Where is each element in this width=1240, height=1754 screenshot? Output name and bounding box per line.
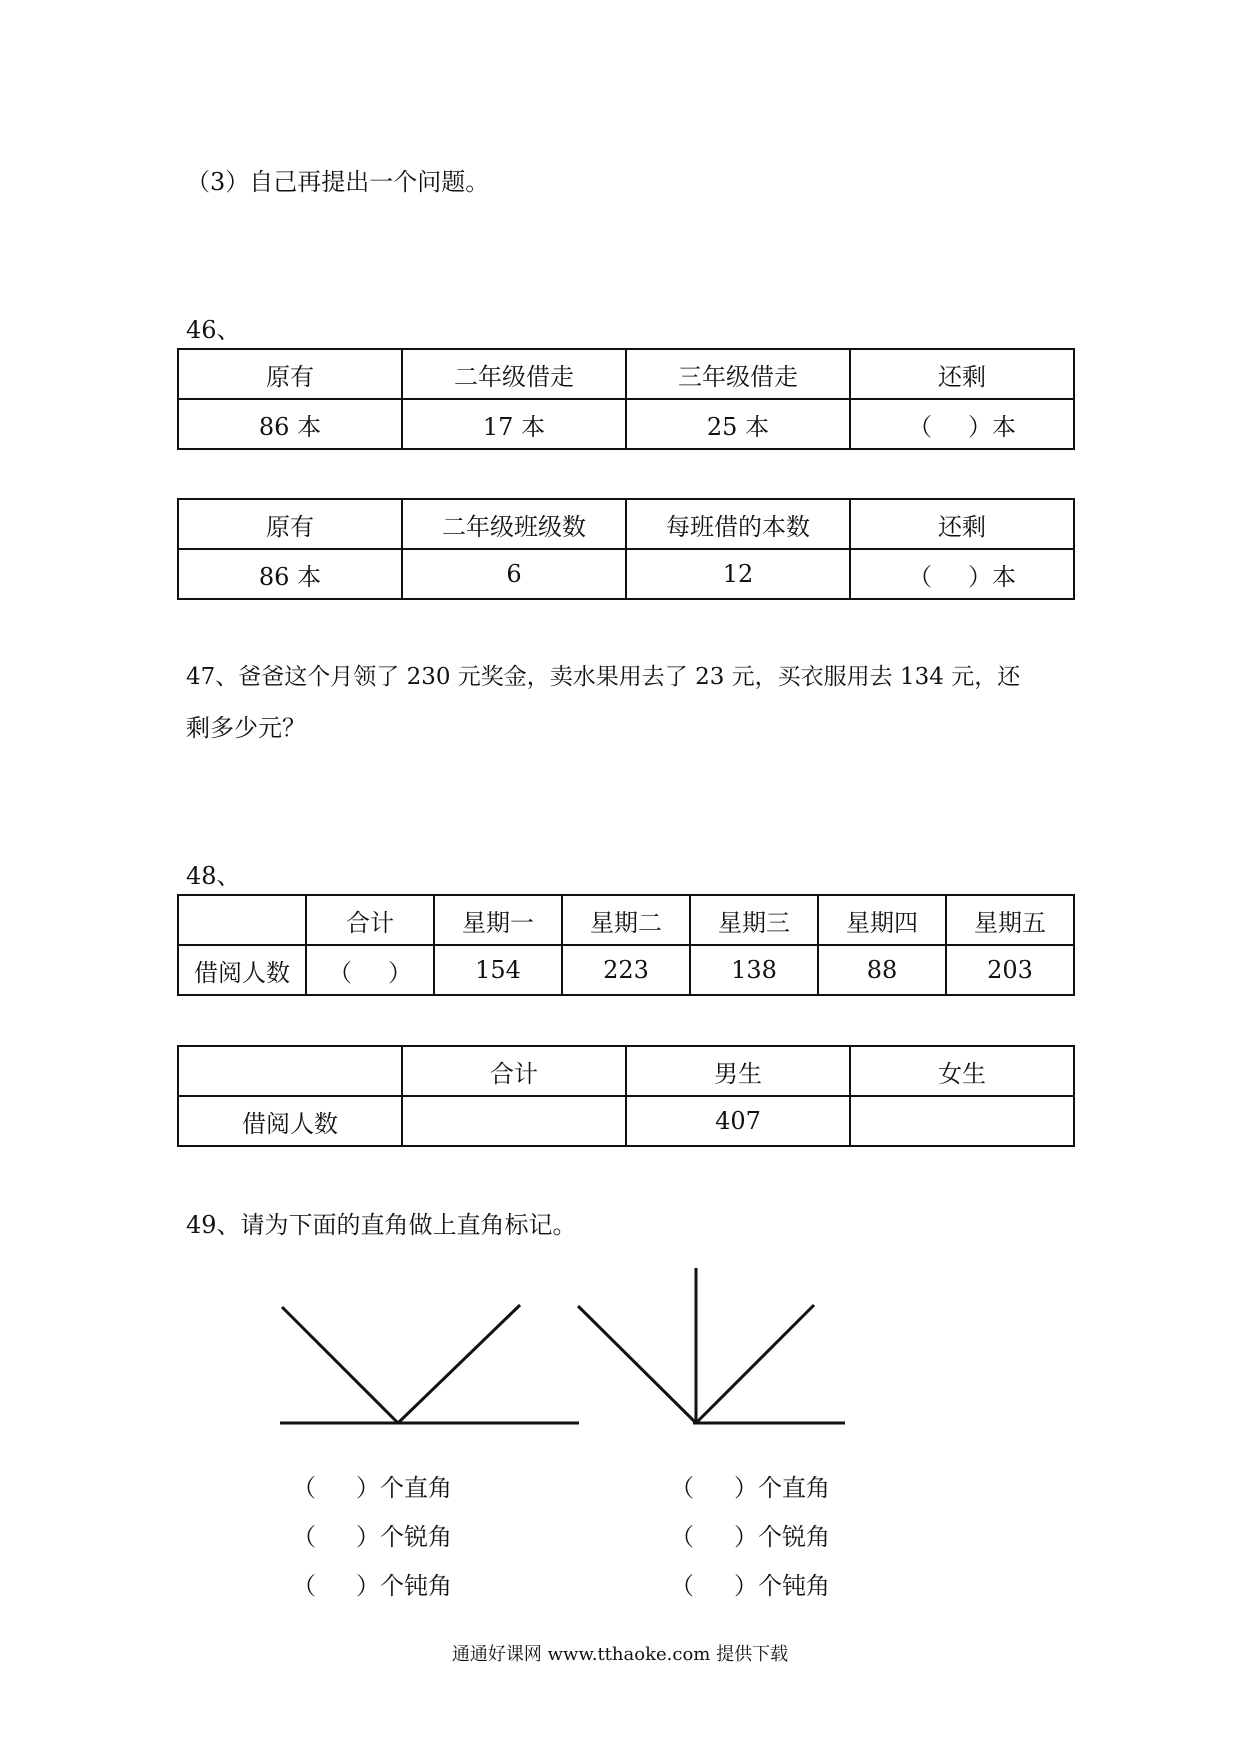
- header-cell: 还剩: [850, 499, 1074, 549]
- answer-label: ）个直角: [356, 1474, 452, 1502]
- paren-open: （: [292, 1523, 316, 1551]
- q48-table-2: [177, 1045, 1075, 1147]
- table-cell: 86 本: [178, 399, 402, 449]
- answer-label: ）个锐角: [356, 1523, 452, 1551]
- angle-figures: [0, 1240, 1240, 1440]
- table-cell: 12: [626, 549, 850, 599]
- table-cell: 25 本: [626, 399, 850, 449]
- paren-close-unit: ）本: [968, 562, 1016, 591]
- table-header-row: [178, 349, 1074, 399]
- right-acute-angle-answer[interactable]: [670, 1517, 830, 1552]
- table-cell: 86 本: [178, 549, 402, 599]
- table-cell: 407: [626, 1096, 850, 1146]
- header-cell: 三年级借走: [626, 349, 850, 399]
- header-cell: 星期三: [690, 895, 818, 945]
- header-cell: 原有: [178, 349, 402, 399]
- answer-blank-cell[interactable]: [306, 945, 434, 995]
- table-header-row: [178, 499, 1074, 549]
- answer-label: ）个直角: [734, 1474, 830, 1502]
- q49-text: 49、请为下面的直角做上直角标记。: [186, 1211, 577, 1239]
- q47-line-1: 47、爸爸这个月领了 230 元奖金，卖水果用去了 23 元，买衣服用去 134 元，还: [186, 664, 1021, 690]
- answer-label: ）个钝角: [356, 1572, 452, 1600]
- header-cell: 男生: [626, 1046, 850, 1096]
- header-cell: 星期一: [434, 895, 562, 945]
- table-cell: 223: [562, 945, 690, 995]
- paren-open: （: [908, 412, 932, 441]
- ray-right-1: [578, 1306, 696, 1423]
- header-cell: 原有: [178, 499, 402, 549]
- table-row: [178, 1096, 1074, 1146]
- paren-close-unit: ）本: [968, 412, 1016, 441]
- ray-left-2: [398, 1305, 520, 1423]
- answer-blank-cell[interactable]: [850, 1096, 1074, 1146]
- answer-blank-cell[interactable]: [402, 1096, 626, 1146]
- table-cell: 6: [402, 549, 626, 599]
- paren-close: ）: [388, 958, 412, 987]
- table-header-row: [178, 1046, 1074, 1096]
- q46-number: 46、: [186, 316, 241, 344]
- header-cell: 星期四: [818, 895, 946, 945]
- row-label: 借阅人数: [178, 1096, 402, 1146]
- table-row: [178, 549, 1074, 599]
- angle-figure-right: [578, 1268, 845, 1423]
- paren-open: （: [670, 1523, 694, 1551]
- paren-open: （: [670, 1572, 694, 1600]
- header-cell: 二年级班级数: [402, 499, 626, 549]
- table-cell: 17 本: [402, 399, 626, 449]
- header-cell: 女生: [850, 1046, 1074, 1096]
- left-obtuse-angle-answer[interactable]: [292, 1566, 452, 1601]
- left-acute-angle-answer[interactable]: [292, 1517, 452, 1552]
- left-right-angle-answer[interactable]: [292, 1468, 452, 1503]
- header-cell-empty: [178, 1046, 402, 1096]
- paren-open: （: [292, 1572, 316, 1600]
- q48-number: 48、: [186, 862, 241, 890]
- header-cell: 二年级借走: [402, 349, 626, 399]
- ray-right-2: [696, 1305, 814, 1423]
- header-cell: 每班借的本数: [626, 499, 850, 549]
- ray-left-1: [282, 1307, 398, 1423]
- right-right-angle-answer[interactable]: [670, 1468, 830, 1503]
- paren-open: （: [670, 1474, 694, 1502]
- table-row: [178, 399, 1074, 449]
- table-row: [178, 945, 1074, 995]
- answer-blank-cell[interactable]: [850, 549, 1074, 599]
- header-cell: 星期五: [946, 895, 1074, 945]
- header-cell: 合计: [402, 1046, 626, 1096]
- table-cell: 138: [690, 945, 818, 995]
- footer-credit: 通通好课网 www.tthaoke.com 提供下载: [451, 1644, 789, 1665]
- row-label: 借阅人数: [178, 945, 306, 995]
- answer-label: ）个锐角: [734, 1523, 830, 1551]
- paren-open: （: [908, 562, 932, 591]
- answer-blank-cell[interactable]: [850, 399, 1074, 449]
- header-cell: 还剩: [850, 349, 1074, 399]
- right-obtuse-angle-answer[interactable]: [670, 1566, 830, 1601]
- angle-figure-left: [280, 1305, 579, 1423]
- header-cell: 合计: [306, 895, 434, 945]
- header-cell: 星期二: [562, 895, 690, 945]
- answer-label: ）个钝角: [734, 1572, 830, 1600]
- q46-table-1: [177, 348, 1075, 450]
- header-cell-empty: [178, 895, 306, 945]
- q46-table-2: [177, 498, 1075, 600]
- q47-line-2: 剩多少元？: [186, 714, 306, 742]
- table-cell: 203: [946, 945, 1074, 995]
- table-header-row: [178, 895, 1074, 945]
- q48-table-1: [177, 894, 1075, 996]
- paren-open: （: [328, 958, 352, 987]
- q45-sub3: （3）自己再提出一个问题。: [186, 168, 490, 196]
- table-cell: 88: [818, 945, 946, 995]
- paren-open: （: [292, 1474, 316, 1502]
- table-cell: 154: [434, 945, 562, 995]
